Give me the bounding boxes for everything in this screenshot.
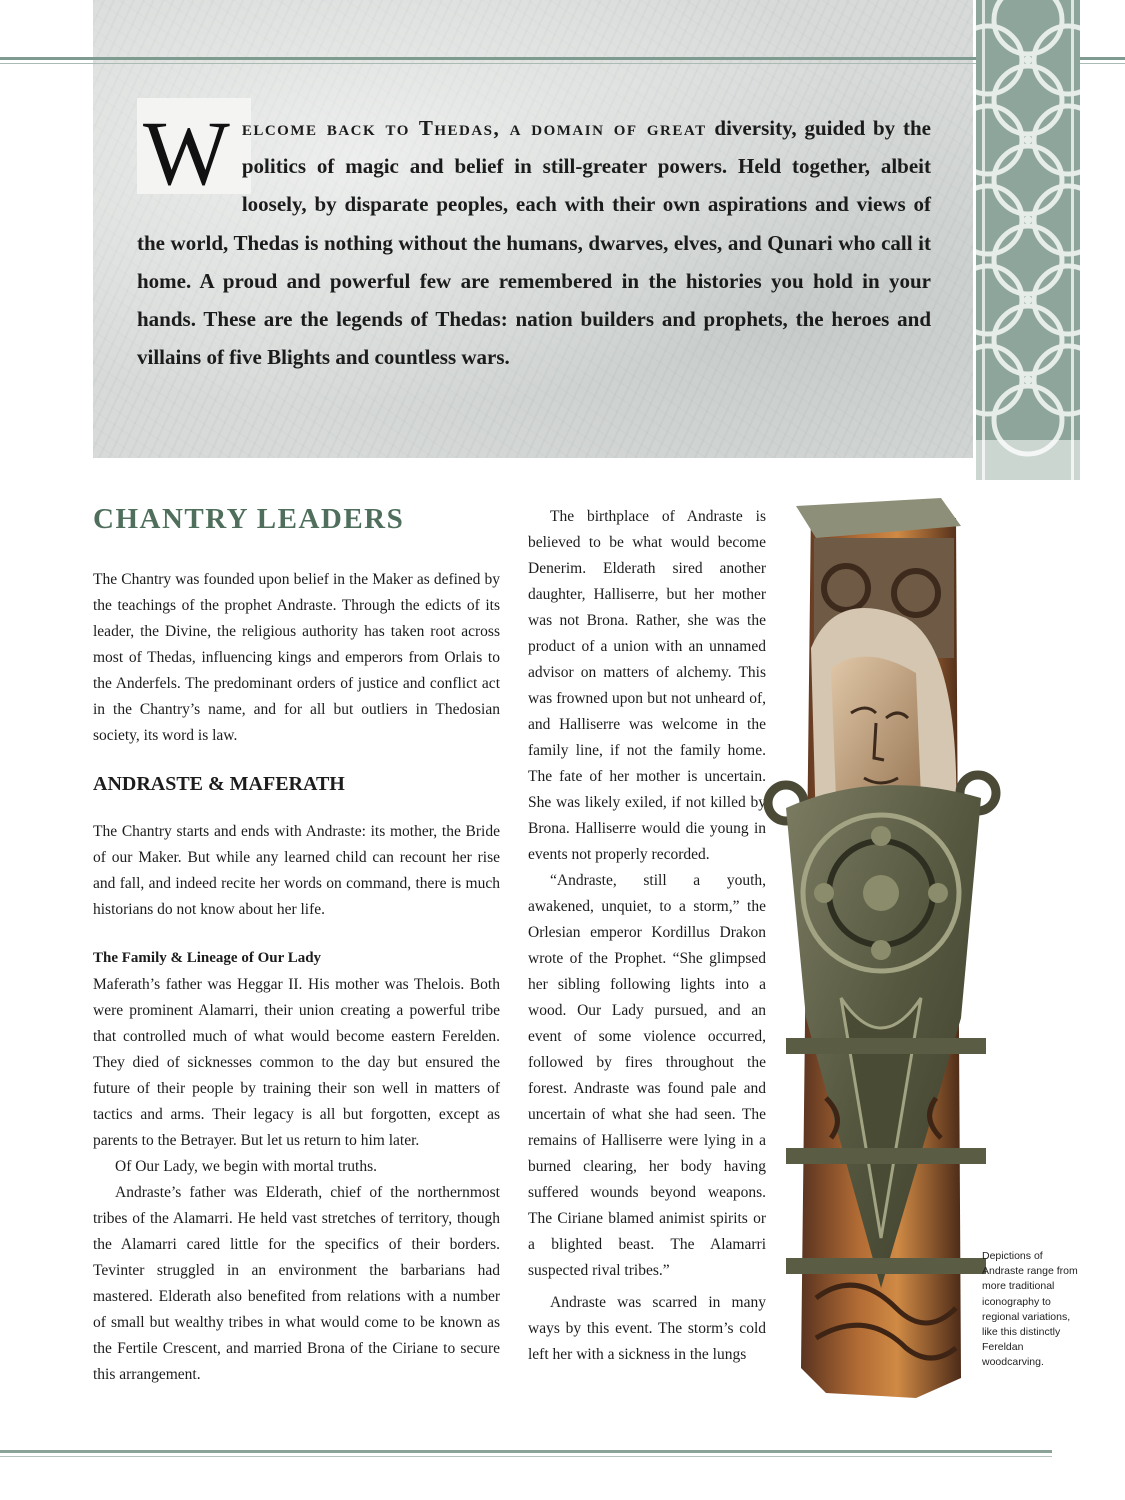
image-caption: Depictions of Andraste range from more traditional iconography to regional variations, like this distinctly Fereldan woodcarving. bbox=[982, 1250, 1078, 1369]
family-heading: The Family & Lineage of Our Lady bbox=[93, 950, 322, 966]
intro-paragraph bbox=[137, 102, 931, 376]
family-text-3: Andraste’s father was Elderath, chief of the northernmost tribes of the Alamarri. He held vast stretches of territory, though the Alamarri cared little for the specifics of their borders. Tevinter struggled in an environment the barbarians had mastered. Elderath also benefited from relations with a number of small but wealthy tribes in what would come to be known as the Fertile Crescent, and married Brona of the Ciriane to secure this arrangement. bbox=[93, 1184, 500, 1383]
subsection-paragraph bbox=[93, 819, 500, 923]
column2-text-1: The birthplace of Andraste is believed to be what would become Denerim. Elderath sired another daughter, Halliserre, but her mother was not Brona. Rather, she was the product of a union with an unnamed advisor on matters of alchemy. This was frowned upon but not unheard of, and Halliserre was welcome in the family line, if not the family home. The fate of her mother is uncertain. She was likely exiled, if not killed by Brona. Halliserre would die young in events not properly recorded. bbox=[528, 508, 766, 863]
column2-text-3: Andraste was scarred in many ways by this event. The storm’s cold left her with a sickness in the lungs bbox=[528, 1294, 766, 1363]
ornamental-border bbox=[976, 0, 1080, 480]
subsection-title: ANDRASTE & MAFERATH bbox=[93, 773, 345, 795]
family-text-1: Maferath’s father was Heggar II. His mother was Thelois. Both were prominent Alamarri, their union creating a powerful tribe that controlled much of what would become eastern Ferelden. They died of sicknesses common to the day but ensured the future of their people by training their son well in matters of tactics and arms. Their legacy is all but forgotten, except as parents to the Betrayer. But let us return to him later. bbox=[93, 976, 500, 1149]
subsection-text: The Chantry starts and ends with Andraste: its mother, the Bride of our Maker. But while any learned child can recount her rise and fall, and indeed recite her words on command, there is much historians do not know about her life. bbox=[93, 823, 500, 918]
section-title: CHANTRY LEADERS bbox=[93, 503, 405, 535]
bottom-divider bbox=[0, 1450, 1052, 1453]
drop-cap: W bbox=[143, 102, 230, 204]
family-paragraphs bbox=[93, 972, 500, 1388]
intro-caps-lead: elcome back to Thedas, a domain of great bbox=[241, 116, 707, 140]
top-divider-thin bbox=[0, 63, 1125, 64]
bottom-divider-thin bbox=[0, 1456, 1052, 1457]
andraste-woodcarving-illustration bbox=[756, 498, 1006, 1418]
section-text: The Chantry was founded upon belief in the Maker as defined by the teachings of the prophet Andraste. Through the edicts of its leader, the Divine, the religious authority has taken root across most of Thedas, influencing kings and emperors from Orlais to the Anderfels. The predominant orders of justice and conflict act in the Chantry’s name, and for all but outliers in Thedosian society, its word is law. bbox=[93, 571, 500, 744]
column2-paragraphs bbox=[528, 504, 766, 1368]
section-paragraph bbox=[93, 567, 500, 749]
column2-text-2: “Andraste, still a youth, awakened, unquiet, to a storm,” the Orlesian emperor Kordillus Drakon wrote of the Prophet. “She glimpsed her sibling following lights into a wood. Our Lady pursued, and an event of some violence occurred, followed by fires throughout the forest. Andraste was found pale and uncertain of what she had seen. The remains of Halliserre were lying in a burned clearing, her body having suffered wounds beyond weapons. The Ciriane blamed animist spirits or a blighted beast. The Alamarri suspected rival tribes.” bbox=[528, 872, 766, 1279]
intro-body: diversity, guided by the politics of magic and belief in still-greater powers. Held together, albeit loosely, by disparate peoples, each with their own aspirations and views of the world, Thedas is nothing without the humans, dwarves, elves, and Qunari who call it home. A proud and powerful few are remembered in the histories you hold in your hands. These are the legends of Thedas: nation builders and prophets, the heroes and villains of five Blights and countless wars. bbox=[137, 116, 931, 370]
family-text-2: Of Our Lady, we begin with mortal truths. bbox=[115, 1158, 378, 1175]
top-divider bbox=[0, 57, 1125, 60]
